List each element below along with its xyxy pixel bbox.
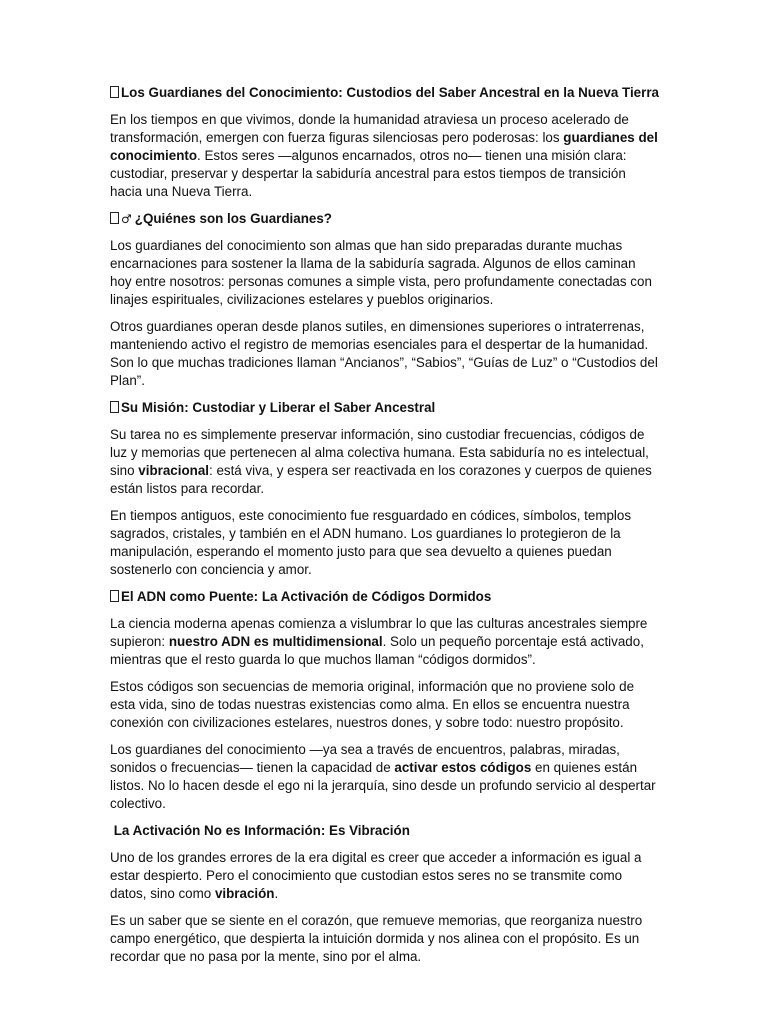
missing-glyph-icon [110, 86, 119, 98]
section-heading-text: Su Misión: Custodiar y Liberar el Saber Ancestral [121, 400, 436, 415]
missing-glyph-icon [110, 212, 119, 224]
paragraph-text: En tiempos antiguos, este conocimiento fue resguardado en códices, símbolos, templos sagrados, cristales, y también en el ADN humano. Los guardianes lo protegieron de la manipulación, esperando el momento justo para que sea devuelto a quienes puedan sostenerlo con conciencia y amor. [110, 508, 632, 577]
paragraph-text: . Solo un pequeño porcentaje está activado, mientras que el resto guarda lo que muchos llaman “códigos dormidos”. [110, 634, 644, 667]
body-paragraph [110, 912, 658, 966]
section-heading [110, 84, 658, 102]
emphasized-text: guardianes del conocimiento [110, 130, 658, 163]
paragraph-text: Los guardianes del conocimiento son almas que han sido preparadas durante muchas encarnaciones para sostener la llama de la sabiduría sagrada. Algunos de ellos caminan hoy entre nosotros: personas comunes a simple vista, pero profundamente conectadas con linajes espirituales, civilizaciones estelares y pueblos originarios. [110, 238, 652, 307]
body-paragraph [110, 426, 658, 498]
body-paragraph [110, 507, 658, 579]
section-heading-text: La Activación No es Información: Es Vibración [113, 823, 410, 838]
section-heading-text: Los Guardianes del Conocimiento: Custodios del Saber Ancestral en la Nueva Tierra [121, 85, 659, 100]
paragraph-text: La ciencia moderna apenas comienza a vislumbrar lo que las culturas ancestrales siempre supieron: [110, 616, 648, 649]
paragraph-text: en quienes están listos. No lo hacen desde el ego ni la jerarquía, sino desde un profundo servicio al despertar colectivo. [110, 760, 656, 811]
paragraph-text: : está viva, y espera ser reactivada en los corazones y cuerpos de quienes están listos para recordar. [110, 463, 652, 496]
body-paragraph [110, 849, 658, 903]
section-heading-text: El ADN como Puente: La Activación de Códigos Dormidos [121, 589, 492, 604]
emphasized-text: nuestro ADN es multidimensional [168, 634, 383, 649]
missing-glyph-icon [110, 401, 119, 413]
male-sign-icon: ♂ [121, 212, 132, 226]
paragraph-text: Es un saber que se siente en el corazón, que remueve memorias, que reorganiza nuestro campo energético, que despierta la intuición dormida y nos alinea con el propósito. Es un recordar que no pasa por la mente, sino por el alma. [110, 913, 643, 964]
paragraph-text: Otros guardianes operan desde planos sutiles, en dimensiones superiores o intraterrenas, manteniendo activo el registro de memorias esenciales para el despertar de la humanidad. Son lo que muchas tradiciones llaman “Ancianos”, “Sabios”, “Guías de Luz” o “Custodios del Plan”. [110, 319, 658, 388]
paragraph-text: Uno de los grandes errores de la era digital es creer que acceder a información es igual a estar despierto. Pero el conocimiento que custodian estos seres no se transmite como datos, sino como [110, 850, 642, 901]
section-heading [110, 588, 658, 606]
body-paragraph [110, 615, 658, 669]
section-heading [110, 822, 658, 840]
body-paragraph [110, 111, 658, 201]
paragraph-text: . Estos seres —algunos encarnados, otros no— tienen una misión clara: custodiar, preservar y despertar la sabiduría ancestral para estos tiempos de transición hacia una Nueva Tierra. [110, 148, 627, 199]
body-paragraph [110, 678, 658, 732]
section-heading-text: ¿Quiénes son los Guardianes? [134, 211, 332, 226]
section-heading [110, 399, 658, 417]
emphasized-text: vibracional [138, 463, 209, 478]
paragraph-text: . [274, 886, 279, 901]
missing-glyph-icon [110, 590, 119, 602]
body-paragraph [110, 318, 658, 390]
emphasized-text: vibración [214, 886, 275, 901]
paragraph-text: En los tiempos en que vivimos, donde la humanidad atraviesa un proceso acelerado de transformación, emergen con fuerza figuras silenciosas pero poderosas: los [110, 112, 629, 145]
body-paragraph [110, 237, 658, 309]
paragraph-text: Los guardianes del conocimiento —ya sea a través de encuentros, palabras, miradas, sonidos o frecuencias— tienen la capacidad de [110, 742, 620, 775]
body-paragraph [110, 741, 658, 813]
paragraph-text: Estos códigos son secuencias de memoria original, información que no proviene solo de esta vida, sino de todas nuestras existencias como alma. En ellos se encuentra nuestra conexión con civilizaciones estelares, nuestros dones, y sobre todo: nuestro propósito. [110, 679, 635, 730]
section-heading [110, 210, 658, 228]
paragraph-text: Su tarea no es simplemente preservar información, sino custodiar frecuencias, códigos de luz y memorias que pertenecen al alma colectiva humana. Esta sabiduría no es intelectual, sino [110, 427, 649, 478]
emphasized-text: activar estos códigos [394, 760, 532, 775]
